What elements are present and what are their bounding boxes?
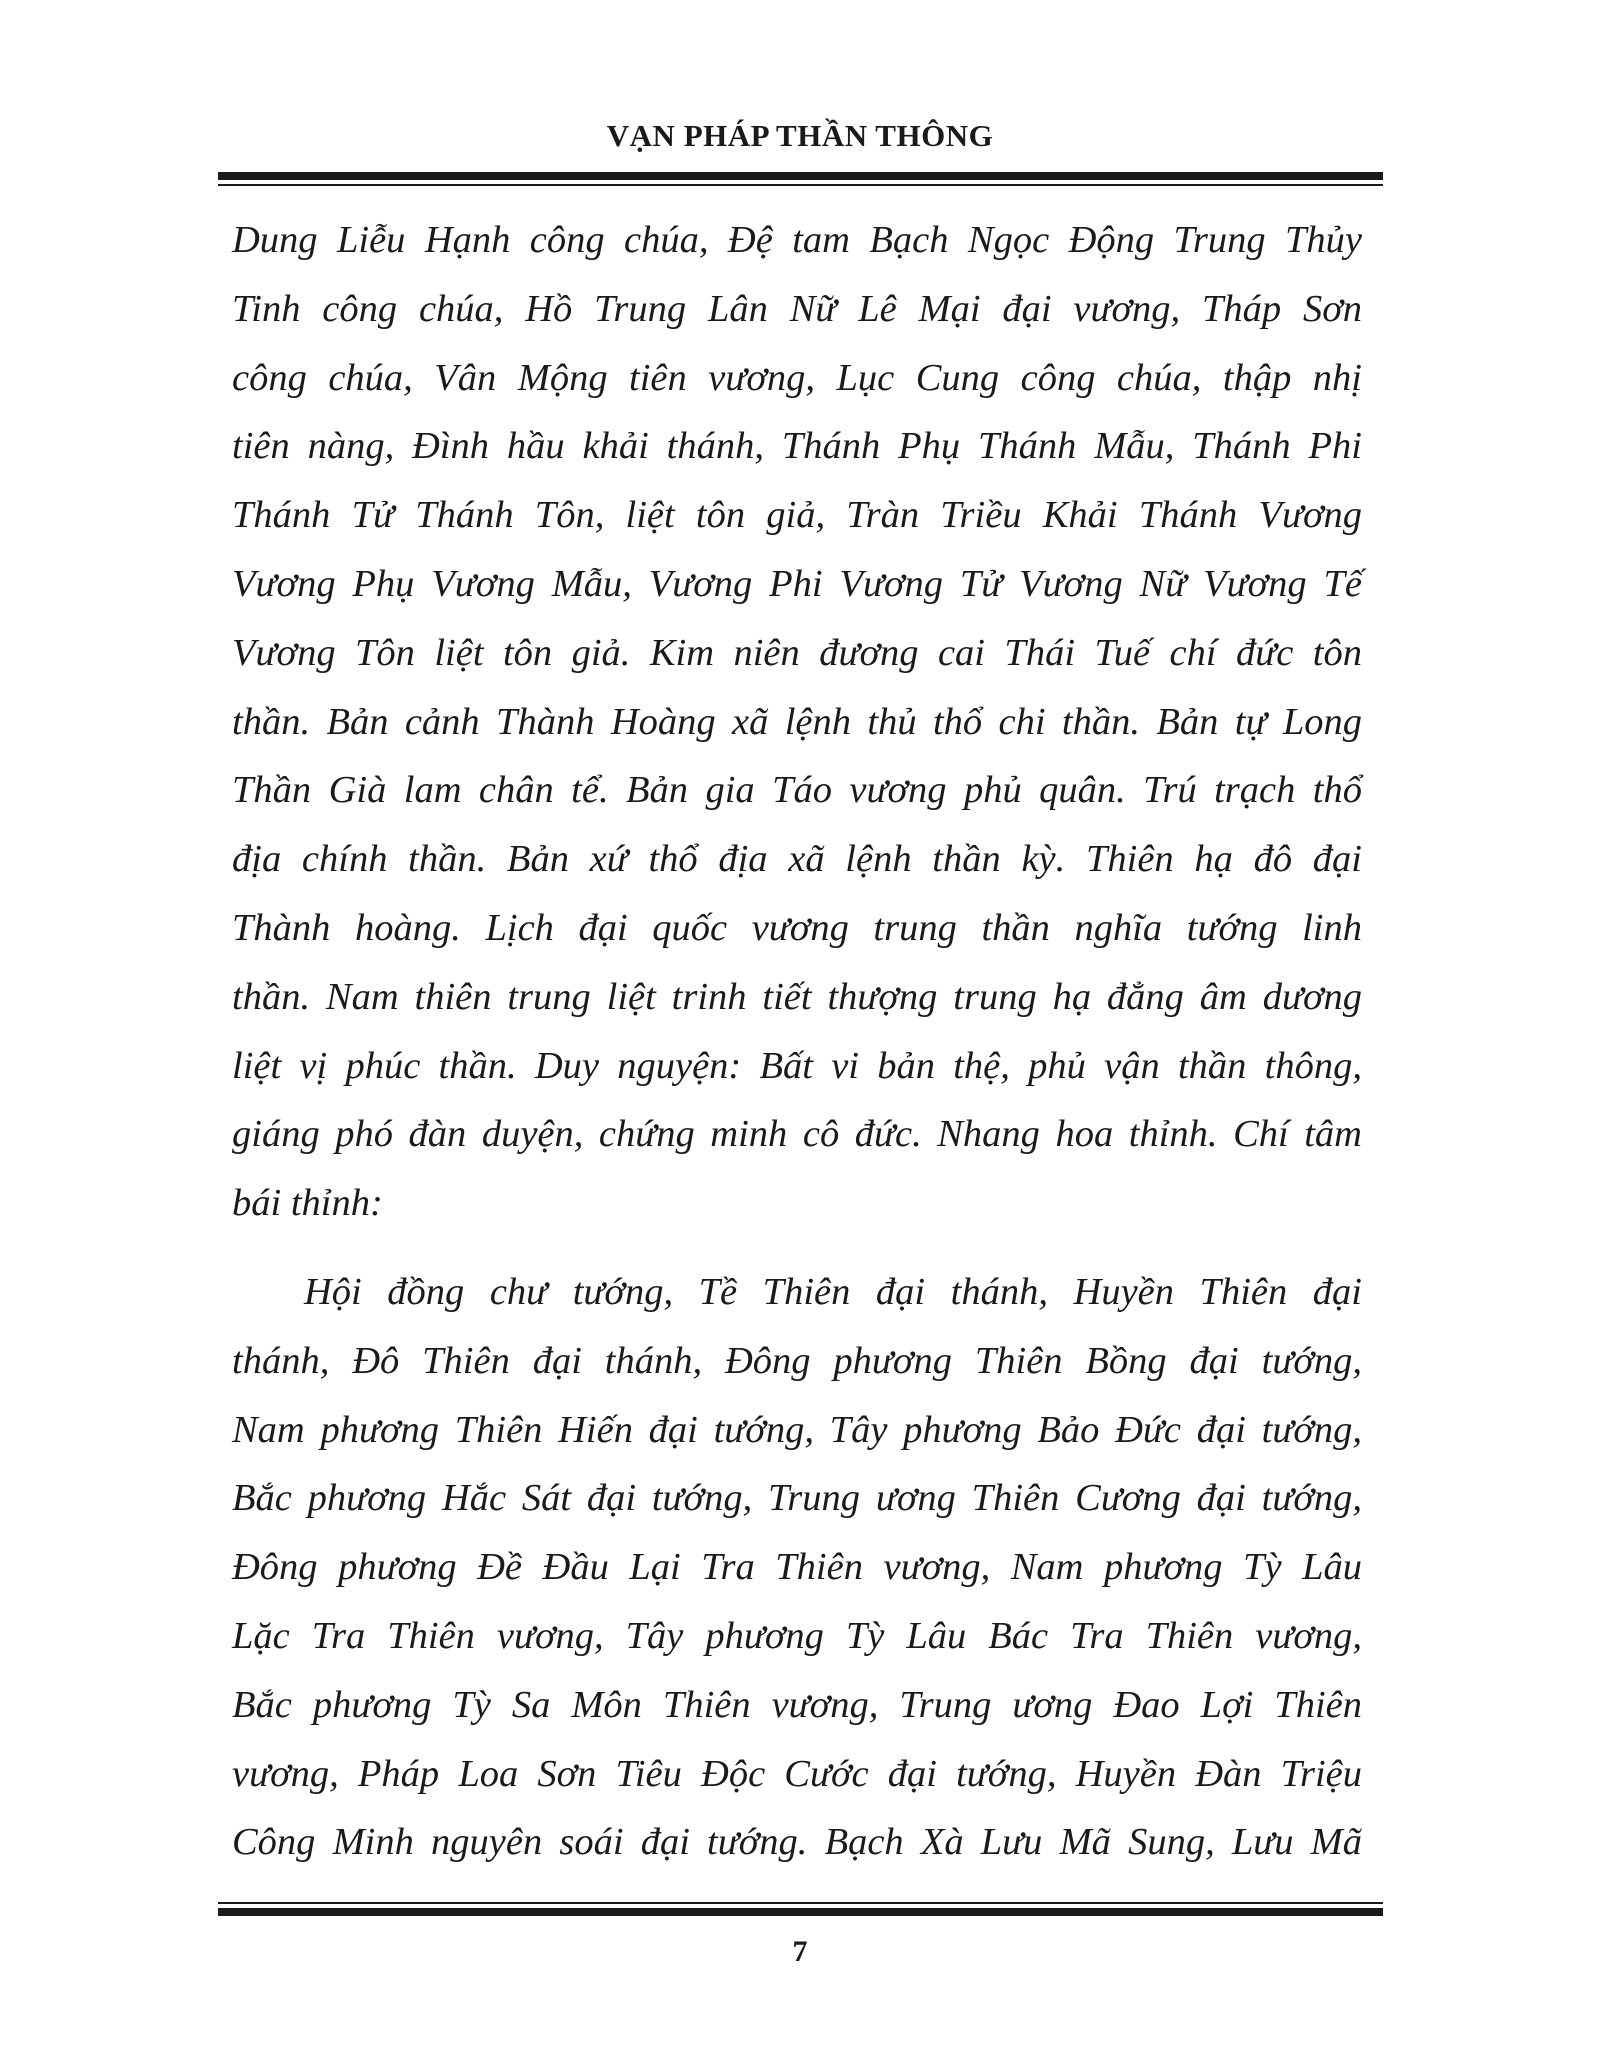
page-number: 7 [792, 1935, 808, 1968]
footer-rule [218, 1902, 1383, 1916]
body-text [232, 206, 1362, 1877]
text-line: Vương Phụ Vương Mẫu, Vương Phi Vương Tử Vương Nữ Vương Tế [232, 562, 1362, 605]
text-line: Lặc Tra Thiên vương, Tây phương Tỳ Lâu Bác Tra Thiên vương, [232, 1614, 1362, 1657]
text-line: Thành hoàng. Lịch đại quốc vương trung thần nghĩa tướng linh [232, 906, 1362, 949]
text-line: giáng phó đàn duyện, chứng minh cô đức. Nhang hoa thỉnh. Chí tâm [232, 1113, 1362, 1156]
text-line: thần. Bản cảnh Thành Hoàng xã lệnh thủ thổ chi thần. Bản tự Long [232, 700, 1362, 743]
text-line: công chúa, Vân Mộng tiên vương, Lục Cung công chúa, thập nhị [232, 356, 1362, 399]
text-line: tiên nàng, Đình hầu khải thánh, Thánh Phụ Thánh Mẫu, Thánh Phi [232, 425, 1362, 468]
text-line: Dung Liễu Hạnh công chúa, Đệ tam Bạch Ngọc Động Trung Thủy [232, 219, 1362, 261]
text-line: Đông phương Đề Đầu Lại Tra Thiên vương, Nam phương Tỳ Lâu [232, 1546, 1362, 1589]
running-header: VẠN PHÁP THẦN THÔNG [606, 118, 994, 153]
paragraph-gap [232, 1238, 1362, 1258]
text-line: liệt vị phúc thần. Duy nguyện: Bất vi bản thệ, phủ vận thần thông, [232, 1044, 1362, 1087]
header-rule [218, 172, 1383, 186]
text-line: Hội đồng chư tướng, Tề Thiên đại thánh, Huyền Thiên đại [304, 1270, 1362, 1313]
text-line: Vương Tôn liệt tôn giả. Kim niên đương cai Thái Tuế chí đức tôn [232, 631, 1362, 674]
text-line: Thánh Tử Thánh Tôn, liệt tôn giả, Tràn Triều Khải Thánh Vương [232, 494, 1362, 537]
text-line: bái thỉnh: [232, 1182, 383, 1225]
text-line: Bắc phương Hắc Sát đại tướng, Trung ương Thiên Cương đại tướng, [232, 1477, 1362, 1520]
text-line: vương, Pháp Loa Sơn Tiêu Độc Cước đại tướng, Huyền Đàn Triệu [232, 1752, 1362, 1795]
text-line: Tinh công chúa, Hồ Trung Lân Nữ Lê Mại đại vương, Tháp Sơn [232, 287, 1362, 330]
text-line: Thần Già lam chân tể. Bản gia Táo vương phủ quân. Trú trạch thổ [232, 769, 1362, 812]
text-line: Công Minh nguyên soái đại tướng. Bạch Xà Lưu Mã Sung, Lưu Mã [232, 1821, 1362, 1864]
text-line: thần. Nam thiên trung liệt trinh tiết thượng trung hạ đẳng âm dương [232, 975, 1362, 1018]
text-line: thánh, Đô Thiên đại thánh, Đông phương Thiên Bồng đại tướng, [232, 1339, 1362, 1382]
text-line: Bắc phương Tỳ Sa Môn Thiên vương, Trung ương Đao Lợi Thiên [232, 1683, 1362, 1726]
text-line: địa chính thần. Bản xứ thổ địa xã lệnh thần kỳ. Thiên hạ đô đại [232, 838, 1362, 881]
text-line: Nam phương Thiên Hiến đại tướng, Tây phương Bảo Đức đại tướng, [232, 1408, 1362, 1451]
